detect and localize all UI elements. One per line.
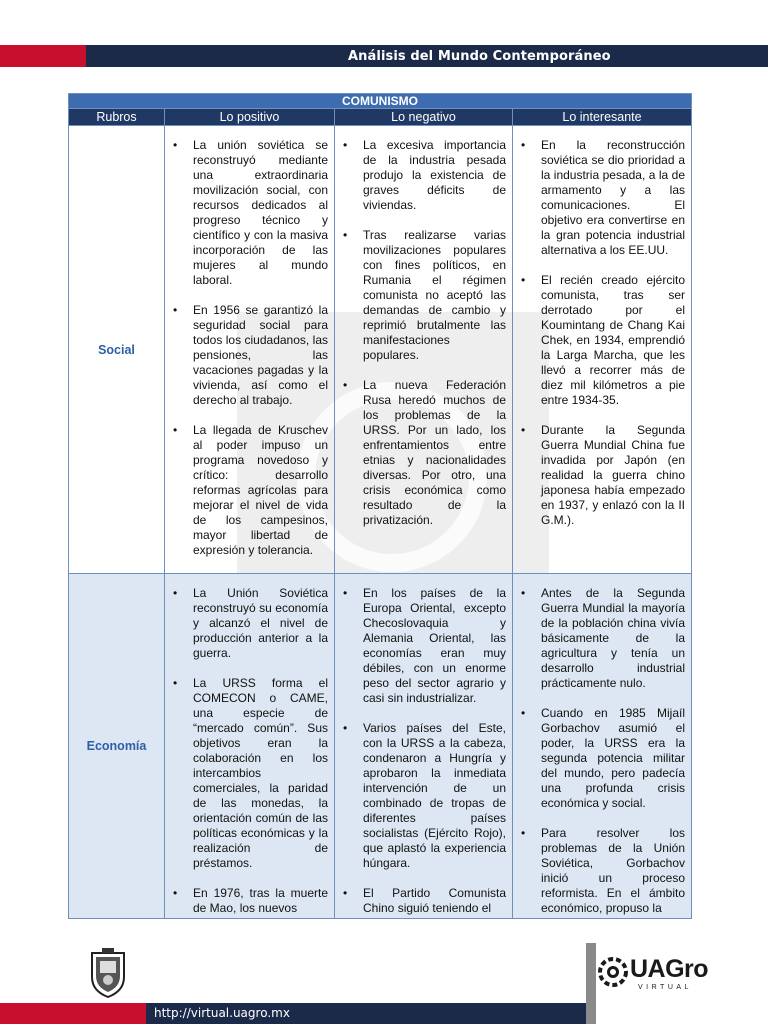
rubro-economia: Economía xyxy=(69,574,165,919)
cell-economia-interesante xyxy=(513,574,692,919)
list-item: • La llegada de Kruschev al poder impuso un programa novedoso y crítico: desarrollo reformas agrícolas para mejorar el nivel de vida de los campesinos, mayor libertad de expresión y tolerancia. xyxy=(169,423,328,558)
list-item: • En la reconstrucción soviética se dio prioridad a la industria pesada, a la de armamento y a las comunicaciones. El objetivo era convertirse en la gran potencia industrial alternativa a los EE.UU. xyxy=(517,138,685,258)
list-item: • Tras realizarse varias movilizaciones populares con fines políticos, en Rumania el régimen comunista no aceptó las demandas de cambio y reprimió brutalmente las manifestaciones populares. xyxy=(339,228,506,363)
rubro-social: Social xyxy=(69,126,165,574)
page-footer xyxy=(0,1003,768,1024)
col-header-negativo: Lo negativo xyxy=(335,109,513,126)
footer-gray-bar xyxy=(586,943,596,1024)
gear-logo-icon xyxy=(596,955,630,989)
list-item: • Para resolver los problemas de la Unión Soviética, Gorbachov inició un proceso reformista. En el ámbito económico, propuso la xyxy=(517,826,685,916)
table-row-economia xyxy=(69,574,692,919)
cell-social-positivo xyxy=(165,126,335,574)
header-red-block xyxy=(0,45,86,67)
university-seal-icon xyxy=(88,947,128,999)
list-item: • En 1976, tras la muerte de Mao, los nuevos xyxy=(169,886,328,916)
col-header-positivo: Lo positivo xyxy=(165,109,335,126)
list-item: • La unión soviética se reconstruyó mediante una extraordinaria movilización social, con recursos dedicados al progreso técnico y científico y con la masiva incorporación de las mujeres al mundo laboral. xyxy=(169,138,328,288)
logo-text: UAGro xyxy=(630,955,709,983)
table-header-row xyxy=(69,109,692,126)
list-item: • La nueva Federación Rusa heredó muchos de los problemas de la URSS. Por un lado, los enfrentamientos entre etnias y nacionalidades diversas. Por otro, una crisis económica como resultado de la privatización. xyxy=(339,378,506,528)
col-header-interesante: Lo interesante xyxy=(513,109,692,126)
cell-social-interesante xyxy=(513,126,692,574)
list-item: • Durante la Segunda Guerra Mundial China fue invadida por Japón (en realidad la guerra chino japonesa había empezado en 1937, y enlazó con la II G.M.). xyxy=(517,423,685,528)
cell-economia-negativo xyxy=(335,574,513,919)
footer-url-link[interactable]: http://virtual.uagro.mx xyxy=(154,1006,290,1020)
list-item: • La Unión Soviética reconstruyó su economía y alcanzó el nivel de producción anterior a la guerra. xyxy=(169,586,328,661)
list-item: • El Partido Comunista Chino siguió teniendo el xyxy=(339,886,506,916)
cell-economia-positivo xyxy=(165,574,335,919)
cell-social-negativo xyxy=(335,126,513,574)
header-title: Análisis del Mundo Contemporáneo xyxy=(348,49,611,64)
list-item: • El recién creado ejército comunista, tras ser derrotado por el Koumintang de Chang Kai Chek, en 1934, emprendió la Larga Marcha, que les llevó a recorrer más de diez mil kilómetros a pie entre 1934-35. xyxy=(517,273,685,408)
list-item: • En los países de la Europa Oriental, excepto Checoslovaquia y Alemania Oriental, las economías eran muy débiles, con un enorme peso del sector agrario y casi sin industrializar. xyxy=(339,586,506,706)
col-header-rubros: Rubros xyxy=(69,109,165,126)
table-caption: COMUNISMO xyxy=(69,94,692,109)
list-item: • En 1956 se garantizó la seguridad social para todos los ciudadanos, las pensiones, las vacaciones pagadas y la vivienda, así como el derecho al trabajo. xyxy=(169,303,328,408)
page-header xyxy=(0,45,768,67)
table-row-social xyxy=(69,126,692,574)
list-item: • Cuando en 1985 Mijaíl Gorbachov asumió el poder, la URSS era la segunda potencia militar del mundo, pero padecía una profunda crisis económica y social. xyxy=(517,706,685,811)
table-caption-row xyxy=(69,94,692,109)
list-item: • Antes de la Segunda Guerra Mundial la mayoría de la población china vivía básicamente de la agricultura y tenía un desarrollo industrial prácticamente nulo. xyxy=(517,586,685,691)
uagro-virtual-logo xyxy=(596,953,709,997)
comparison-table xyxy=(68,93,692,919)
list-item: • La excesiva importancia de la industria pesada produjo la existencia de graves déficits de viviendas. xyxy=(339,138,506,213)
list-item: • La URSS forma el COMECON o CAME, una especie de “mercado común”. Sus objetivos eran la colaboración en los intercambios comerciales, la paridad de las monedas, la orientación común de las políticas económicas y la realización de préstamos. xyxy=(169,676,328,871)
list-item: • Varios países del Este, con la URSS a la cabeza, condenaron a Hungría y aprobaron la inmediata intervención de un combinado de tropas de diferentes países socialistas (Ejército Rojo), que aplastó la experiencia húngara. xyxy=(339,721,506,871)
footer-red-block xyxy=(0,1003,146,1024)
logo-subtext: VIRTUAL xyxy=(638,984,692,991)
